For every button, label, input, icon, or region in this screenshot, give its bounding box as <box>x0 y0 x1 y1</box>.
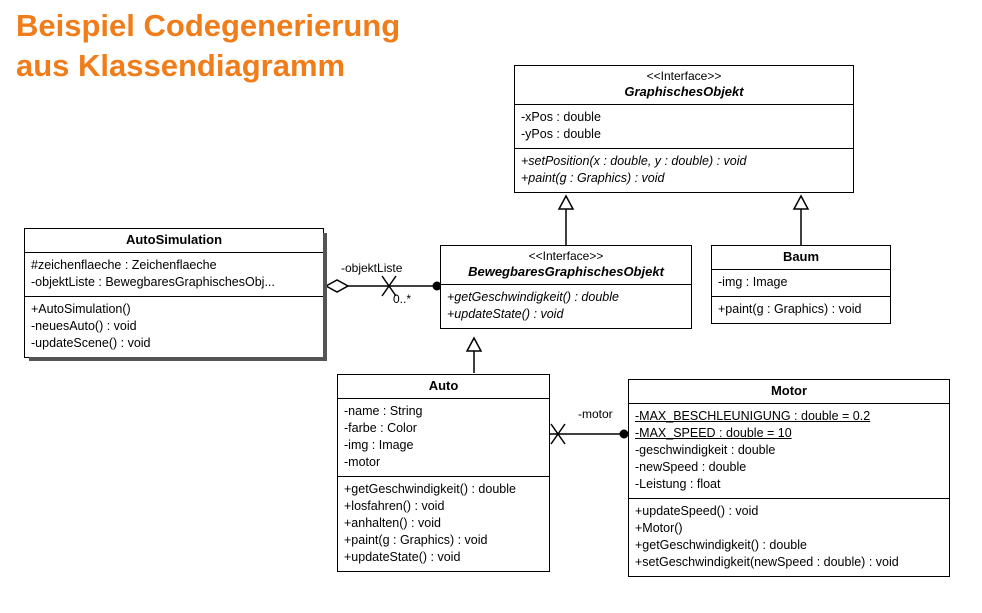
edge-label-motor: -motor <box>578 407 613 421</box>
operation-item: +anhalten() : void <box>344 516 441 530</box>
attribute-item: -MAX_SPEED : double = 10 <box>635 426 792 440</box>
edge-label-multiplicity: 0..* <box>393 292 412 306</box>
operations-compartment <box>338 477 549 571</box>
class-name: BewegbaresGraphischesObjekt <box>468 264 664 279</box>
class-name: Baum <box>782 249 820 264</box>
attribute-item: -img : Image <box>718 275 788 289</box>
class-graphisches-objekt[interactable] <box>514 65 854 193</box>
operation-item: +updateSpeed() : void <box>635 504 759 518</box>
attributes-compartment <box>25 253 323 297</box>
class-name: AutoSimulation <box>125 232 223 247</box>
operation-item: +AutoSimulation() <box>31 302 131 316</box>
operation-item: +paint(g : Graphics) : void <box>718 302 862 316</box>
class-name: Auto <box>428 378 459 393</box>
operation-item: +losfahren() : void <box>344 499 445 513</box>
operation-item: +getGeschwindigkeit() : double <box>447 290 619 304</box>
attribute-item: -img : Image <box>344 438 414 452</box>
class-name: Motor <box>770 383 808 398</box>
attribute-item: -MAX_BESCHLEUNIGUNG : double = 0.2 <box>635 409 871 423</box>
box-shadow-bottom <box>29 357 327 361</box>
operation-item: +Motor() <box>635 521 683 535</box>
stereotype-label: <<Interface>> <box>528 249 604 263</box>
operations-compartment <box>712 297 890 323</box>
class-header <box>712 246 890 270</box>
operation-item: -updateScene() : void <box>31 336 151 350</box>
operation-item: +updateState() : void <box>447 307 564 321</box>
title-line-2: aus Klassendiagramm <box>16 48 346 83</box>
edge-label-objektliste: -objektListe <box>341 261 403 275</box>
attribute-item: -geschwindigkeit : double <box>635 443 776 457</box>
operation-item: +setGeschwindigkeit(newSpeed : double) : void <box>635 555 899 569</box>
stereotype-label: <<Interface>> <box>646 69 722 83</box>
class-name: GraphischesObjekt <box>624 84 744 99</box>
class-header <box>338 375 549 399</box>
attribute-item: -farbe : Color <box>344 421 417 435</box>
attributes-compartment <box>338 399 549 477</box>
class-header <box>25 229 323 253</box>
operations-compartment <box>25 297 323 357</box>
attribute-item: #zeichenflaeche : Zeichenflaeche <box>31 258 217 272</box>
class-motor[interactable] <box>628 379 950 577</box>
operation-item: +paint(g : Graphics) : void <box>344 533 488 547</box>
attribute-item: -name : String <box>344 404 423 418</box>
class-auto[interactable] <box>337 374 550 572</box>
operation-item: +updateState() : void <box>344 550 461 564</box>
class-header <box>515 66 853 105</box>
attributes-compartment <box>515 105 853 149</box>
operation-item: +getGeschwindigkeit() : double <box>635 538 807 552</box>
title-line-1: Beispiel Codegenerierung <box>16 8 401 43</box>
operations-compartment <box>441 285 691 328</box>
attributes-compartment <box>712 270 890 297</box>
attribute-item: -yPos : double <box>521 127 601 141</box>
class-bewegbares-graphisches-objekt[interactable] <box>440 245 692 329</box>
class-header <box>441 246 691 285</box>
operations-compartment <box>629 499 949 576</box>
operation-item: +paint(g : Graphics) : void <box>521 171 665 185</box>
operations-compartment <box>515 149 853 192</box>
class-auto-simulation[interactable] <box>24 228 324 358</box>
attribute-item: -newSpeed : double <box>635 460 747 474</box>
attribute-item: -objektListe : BewegbaresGraphischesObj... <box>31 275 275 289</box>
attribute-item: -xPos : double <box>521 110 601 124</box>
attributes-compartment <box>629 404 949 499</box>
attribute-item: -motor <box>344 455 381 469</box>
class-baum[interactable] <box>711 245 891 324</box>
operation-item: +getGeschwindigkeit() : double <box>344 482 516 496</box>
class-header <box>629 380 949 404</box>
operation-item: -neuesAuto() : void <box>31 319 137 333</box>
operation-item: +setPosition(x : double, y : double) : void <box>521 154 747 168</box>
attribute-item: -Leistung : float <box>635 477 721 491</box>
box-shadow-right <box>323 233 327 361</box>
